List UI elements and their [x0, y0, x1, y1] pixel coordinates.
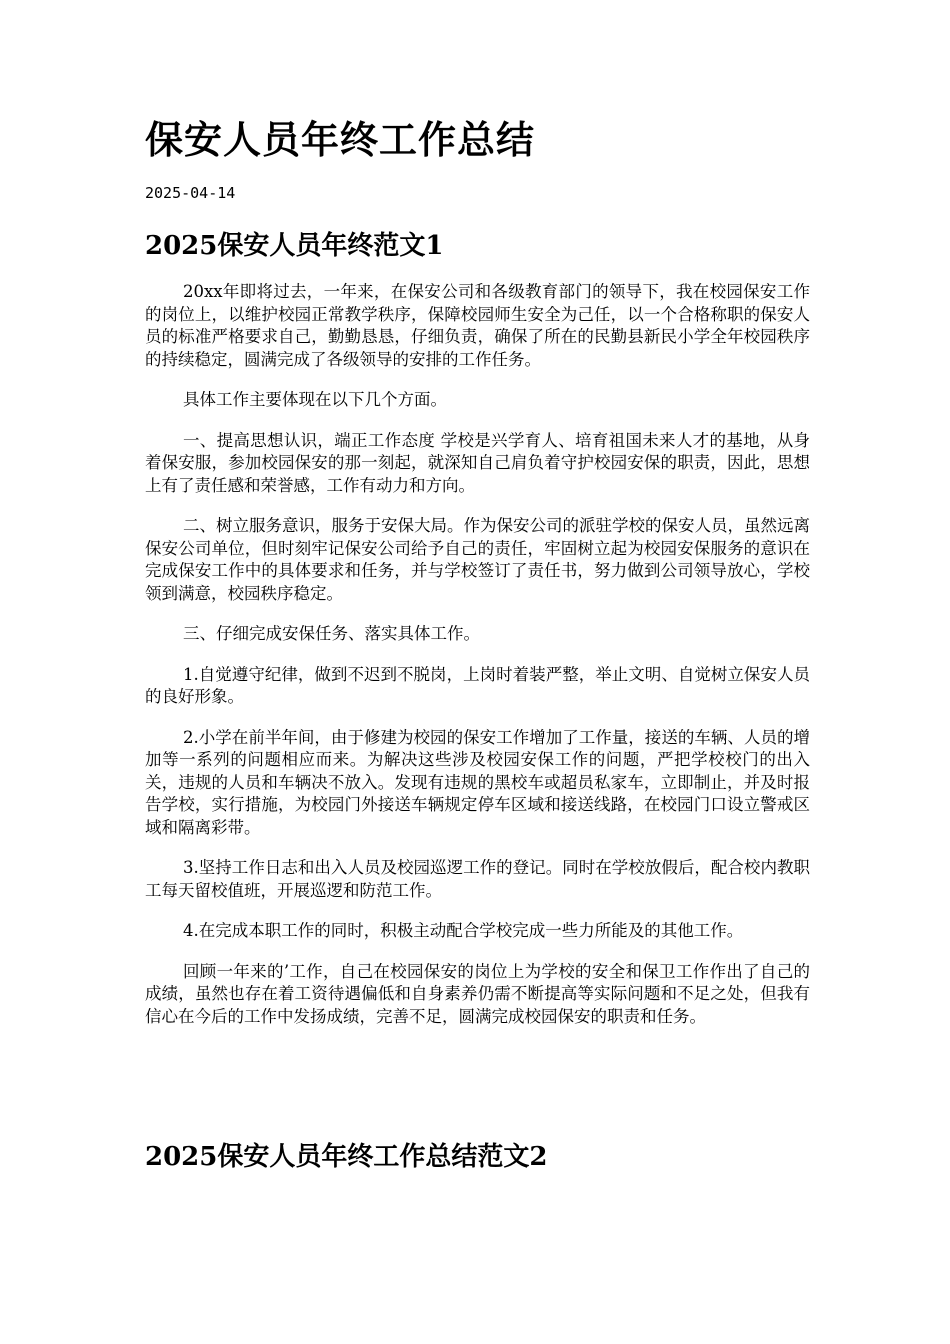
paragraph: 具体工作主要体现在以下几个方面。 — [183, 390, 447, 409]
paragraph: 1.自觉遵守纪律，做到不迟到不脱岗，上岗时着装严整，举止文明、自觉树立保安人员的良好形象。 — [145, 664, 810, 706]
paragraph: 2.小学在前半年间，由于修建为校园的保安工作增加了工作量，接送的车辆、人员的增加等一系列的问题相应而来。为解决这些涉及校园安保工作的问题，严把学校校门的出入关，违规的人员和车辆决不放入。发现有违规的黑校车或超员私家车，立即制止，并及时报告学校，实行措施，为校园门外接送车辆规定停车区域和接送线路，在校园门口设立警戒区域和隔离彩带。 — [145, 727, 810, 837]
section-heading-2: 2025保安人员年终工作总结范文2 — [145, 1142, 548, 1172]
document-title: 保安人员年终工作总结 — [145, 117, 536, 162]
paragraph: 二、树立服务意识，服务于安保大局。作为保安公司的派驻学校的保安人员，虽然远离保安公司单位，但时刻牢记保安公司给予自己的责任，牢固树立起为校园安保服务的意识在完成保安工作中的具体要求和任务，并与学校签订了责任书，努力做到公司领导放心，学校领到满意，校园秩序稳定。 — [145, 516, 810, 603]
paragraph: 三、仔细完成安保任务、落实具体工作。 — [183, 624, 480, 643]
section-1-body — [145, 281, 810, 1046]
section-heading-1: 2025保安人员年终范文1 — [145, 231, 444, 261]
paragraph: 4.在完成本职工作的同时，积极主动配合学校完成一些力所能及的其他工作。 — [183, 921, 744, 940]
paragraph: 20xx年即将过去，一年来，在保安公司和各级教育部门的领导下，我在校园保安工作的岗位上，以维护校园正常教学秩序，保障校园师生安全为己任，以一个合格称职的保安人员的标准严格要求自己，勤勤恳恳，仔细负责，确保了所在的民勤县新民小学全年校园秩序的持续稳定，圆满完成了各级领导的安排的工作任务。 — [145, 282, 810, 369]
document-date: 2025-04-14 — [145, 184, 236, 202]
paragraph: 一、提高思想认识，端正工作态度 学校是兴学育人、培育祖国未来人才的基地，从身着保安服，参加校园保安的那一刻起，就深知自己肩负着守护校园安保的职责，因此，思想上有了责任感和荣誉感，工作有动力和方向。 — [145, 430, 810, 495]
paragraph: 回顾一年来的’工作，自己在校园保安的岗位上为学校的安全和保卫工作作出了自己的成绩，虽然也存在着工资待遇偏低和自身素养仍需不断提高等实际问题和不足之处，但我有信心在今后的工作中发扬成绩，完善不足，圆满完成校园保安的职责和任务。 — [145, 961, 810, 1026]
paragraph: 3.坚持工作日志和出入人员及校园巡逻工作的登记。同时在学校放假后，配合校内教职工每天留校值班，开展巡逻和防范工作。 — [145, 858, 810, 900]
